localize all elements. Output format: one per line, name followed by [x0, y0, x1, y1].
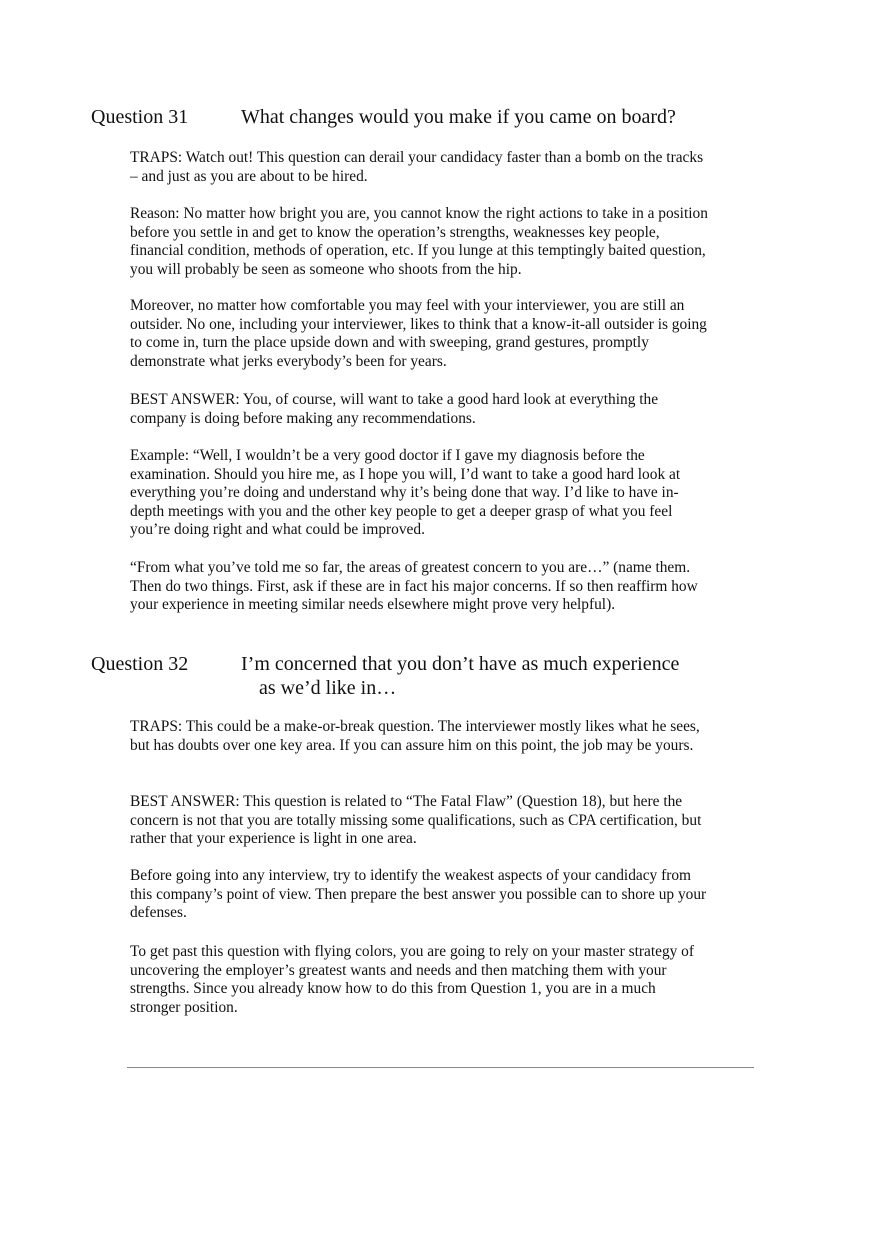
paragraph-best-answer: BEST ANSWER: You, of course, will want to take a good hard look at everything the company is doing before making any recommendations. — [130, 391, 659, 427]
paragraph-from-what: “From what you’ve told me so far, the areas of greatest concern to you are…” (name them. Then do two things. First, ask if these are in fact his major concerns. If so then reaffirm how your experience in meeting similar needs elsewhere might prove very helpful). — [130, 559, 698, 614]
footer-divider — [127, 1067, 754, 1068]
paragraph-moreover: Moreover, no matter how comfortable you may feel with your interviewer, you are still an outsider. No one, including your interviewer, likes to think that a know-it-all outsider is going to come in, turn the place upside down and with sweeping, grand gestures, promptly demonstrate what jerks everybody’s been for years. — [130, 297, 707, 370]
question-title-line-2: as we’d like in… — [259, 677, 397, 699]
question-title-line-1: I’m concerned that you don’t have as much experience — [241, 653, 680, 675]
paragraph-example: Example: “Well, I wouldn’t be a very good doctor if I gave my diagnosis before the examination. Should you hire me, as I hope you will, I’d want to take a good hard look at everything you’re doing and understand why it’s being done that way. I’d like to have in-depth meetings with you and the other key people to get a deeper grasp of what you feel you’re doing right and what could be improved. — [130, 447, 681, 539]
question-title — [241, 652, 679, 700]
question-number: Question 31 — [91, 106, 189, 128]
paragraph-reason: Reason: No matter how bright you are, you cannot know the right actions to take in a position before you settle in and get to know the operation’s strengths, weaknesses key people, financial condition, methods of operation, etc. If you lunge at this temptingly baited question, you will probably be seen as someone who shoots from the hip. — [130, 205, 708, 278]
paragraph-to-get-past: To get past this question with flying colors, you are going to rely on your master strategy of uncovering the employer’s greatest wants and needs and then matching them with your strengths. Since you already know how to do this from Question 1, you are in a much stronger position. — [130, 943, 694, 1016]
question-title: What changes would you make if you came on board? — [241, 106, 676, 128]
paragraph-best-answer: BEST ANSWER: This question is related to “The Fatal Flaw” (Question 18), but here the concern is not that you are totally missing some qualifications, such as CPA certification, but rather that your experience is light in one area. — [130, 793, 702, 848]
paragraph-traps: TRAPS: This could be a make-or-break question. The interviewer mostly likes what he sees, but has doubts over one key area. If you can assure him on this point, the job may be yours. — [130, 718, 700, 754]
paragraph-traps: TRAPS: Watch out! This question can derail your candidacy faster than a bomb on the tracks – and just as you are about to be hired. — [130, 149, 704, 185]
paragraph-before: Before going into any interview, try to identify the weakest aspects of your candidacy from this company’s point of view. Then prepare the best answer you possible can to shore up your defenses. — [130, 867, 707, 922]
question-number: Question 32 — [91, 653, 189, 675]
